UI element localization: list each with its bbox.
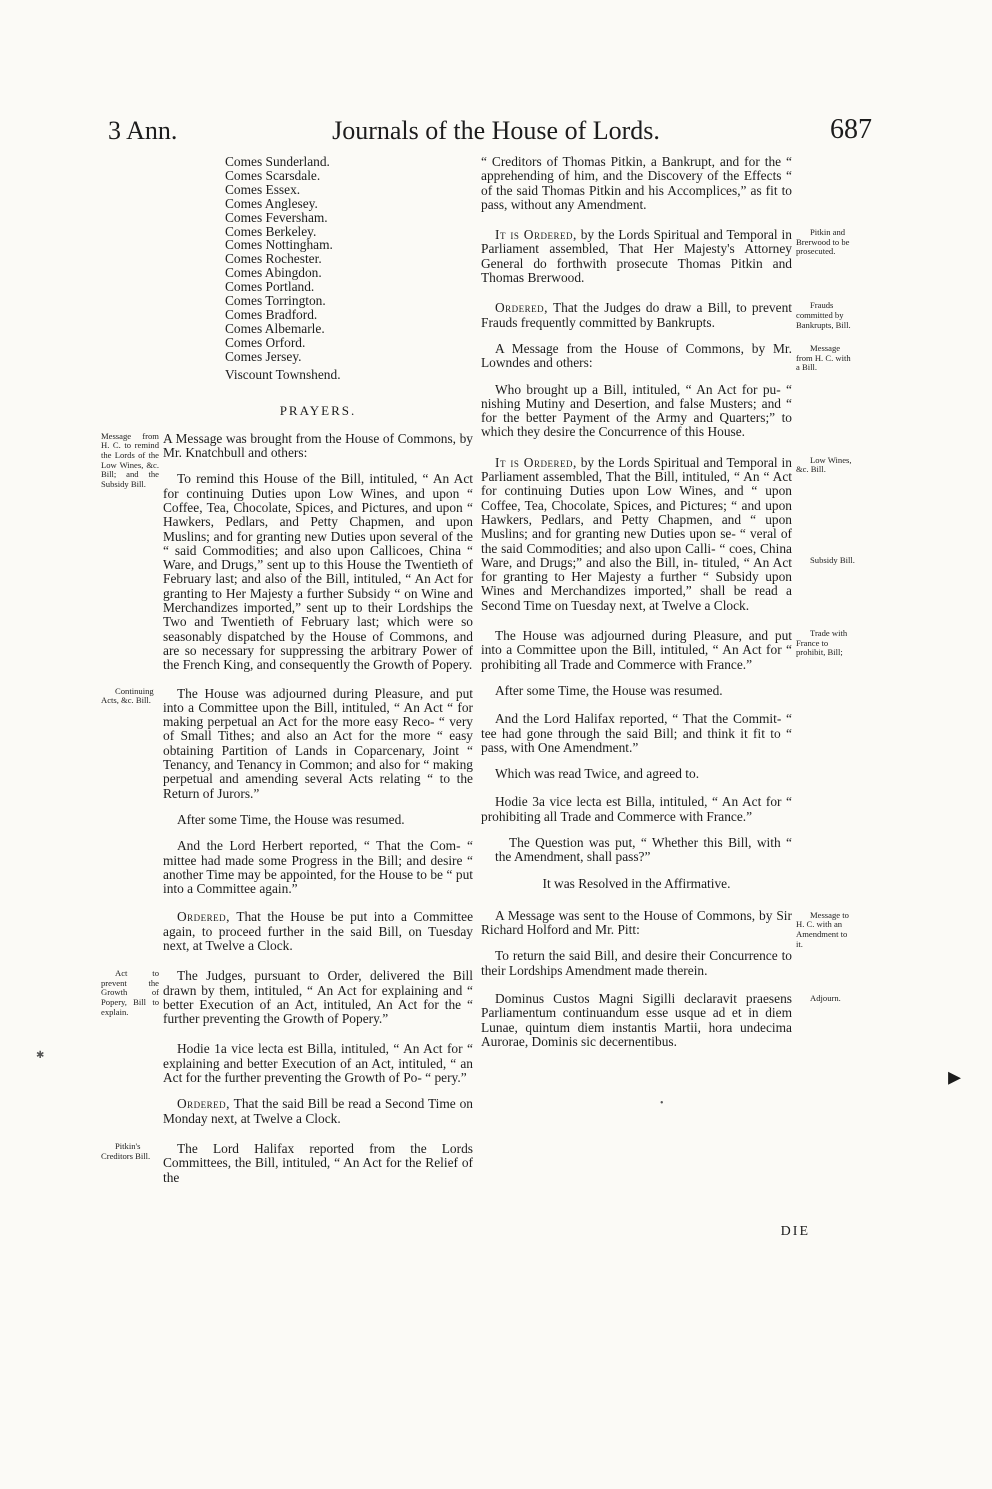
page-number: 687 — [830, 114, 872, 145]
session-label: 3 Ann. — [108, 116, 178, 145]
paragraph — [495, 836, 792, 865]
paragraph-text: A Message was brought from the House of Commons, by Mr. Knatchbull and others: — [163, 430, 473, 461]
paragraph-text: Dominus Custos Magni Sigilli declaravit praesens Parliamentum continuandum esse usque ad et in diem Lunae, quintum diem instantis Martii, hora undecima Aurorae, Dominis sic decernentibus. — [481, 991, 792, 1049]
peer-name: Comes Abingdon. — [225, 265, 322, 281]
paragraph — [481, 340, 851, 373]
paragraph-text: “ Creditors of Thomas Pitkin, a Bankrupt, and for the “ apprehending of him, and the Discovery of the Effects “ of the said Thomas Pitkin and his Accomplices,” as fit to pass, without any Amendment. — [481, 154, 792, 212]
peer-name: Comes Essex. — [225, 181, 301, 197]
paragraph — [481, 383, 792, 440]
paragraph-text: A Message from the House of Commons, by Mr. Lowndes and others: — [481, 340, 792, 371]
paragraph-text: That the said Bill be read a Second Time on Monday next, at Twelve a Clock. — [163, 1096, 473, 1126]
peer-name: Comes Sunderland. — [225, 154, 330, 169]
peer-name: Comes Rochester. — [225, 251, 322, 267]
paragraph — [163, 839, 473, 896]
margin-note: Subsidy Bill. — [810, 554, 855, 565]
paragraph — [163, 813, 473, 827]
catchword: DIE — [780, 1224, 810, 1239]
ordered-word: Ordered, — [177, 909, 231, 925]
peer-name: Comes Jersey. — [225, 348, 302, 364]
peer-name: Comes Torrington. — [225, 293, 326, 309]
print-speck: ✱ — [36, 1050, 45, 1061]
paragraph — [163, 472, 473, 672]
peer-name: Comes Scarsdale. — [225, 167, 321, 183]
paragraph-text: The House was adjourned during Pleasure, and put into a Committee upon the Bill, intituled, “ An Act “ for making perpetual an Act for the more easy Reco- “ very of Small Tithes; and also an Act for the more “ easy obtaining Partition of Lands in Coparcenary, Joint “ Tenancy, and Tenancy in Common; and also for “ making perpetual and amending several Acts relating “ to the Return of Jurors.” — [163, 685, 473, 801]
paragraph-text: A Message was sent to the House of Commons, by Sir Richard Holford and Mr. Pitt: — [481, 907, 792, 938]
paragraph — [481, 877, 792, 891]
paragraph — [481, 712, 792, 755]
peer-name: Comes Portland. — [225, 279, 315, 295]
paragraph — [481, 227, 850, 286]
margin-note: Trade with France to prohibit, Bill; — [796, 628, 848, 658]
right-column — [481, 154, 855, 1061]
paragraph — [481, 767, 792, 781]
margin-note: Message from H. C. with a Bill. — [796, 342, 851, 373]
paragraph — [481, 991, 841, 1049]
paragraph-text: by the Lords Spiritual and Temporal in Parliament assembled, That Her Majesty's Attorney General do forthwith prosecute Thomas Pitkin and Thomas Brerwood. — [481, 227, 792, 286]
journal-title: Journals of the House of Lords. — [332, 116, 660, 145]
paragraph-text: Who brought up a Bill, intituled, “ An Act for pu- “ nishing Mutiny and Desertion, and false Musters; and “ for the better Payment of the Army and Quarters;” to which they desire the Concurrence of this House. — [481, 381, 792, 440]
paragraph — [101, 1140, 473, 1185]
paragraph-text: After some Time, the House was resumed. — [495, 682, 723, 698]
paragraph — [101, 685, 473, 801]
margin-note: Continuing Acts, &c. Bill. — [101, 685, 154, 706]
paragraph — [101, 430, 473, 489]
peer-list — [225, 155, 473, 382]
peer-name: Comes Feversham. — [225, 209, 328, 225]
left-column — [101, 154, 474, 1197]
paragraph-text: Hodie 3a vice lecta est Billa, intituled, “ An Act for “ prohibiting all Trade and Commerce with France.” — [481, 794, 792, 824]
peer-name: Comes Albemarle. — [225, 320, 325, 336]
paragraph — [481, 907, 849, 949]
paragraph-text: To remind this House of the Bill, intituled, “ An Act for continuing Duties upon Low Wines, and upon “ Coffee, Tea, Chocolate, Spices, and Pictures, and upon “ Hawkers, Pedlars, and Petty Chapmen, and upon Muslins; and for granting new Duties upon several of the “ said Commodities; and also upon Callicoes, China “ Ware, and Drugs,” sent up to this House the Twentieth of February last; and also of the Bill, intituled, “ An Act for granting to Her Majesty a further Subsidy “ on Wine and Merchandizes imported,” sent up to their Lordships the Two and Twentieth of February last; which were so seasonably dispatched by the House of Commons, and are so necessary for suppressing the arbitrary Power of the French King, and consequently the Growth of Popery. — [163, 471, 473, 673]
paragraph — [481, 684, 792, 698]
paragraph — [481, 155, 792, 212]
margin-note: Act to prevent the Growth of Popery, Bill to explain. — [101, 968, 159, 1017]
margin-note: Low Wines, &c. Bill. — [796, 454, 852, 475]
margin-note: Message from H. C. to remind the Lords of the Low Wines, &c. Bill; and the Subsidy Bill. — [101, 430, 159, 489]
peer-name: Comes Anglesey. — [225, 195, 318, 211]
paragraph — [481, 949, 792, 978]
paragraph — [101, 968, 473, 1027]
paragraph — [481, 454, 855, 613]
paragraph-text: It was Resolved in the Affirmative. — [542, 875, 731, 891]
paragraph-text: Hodie 1a vice lecta est Billa, intituled, “ An Act for “ explaining and better Execution of an Act, intituled, “ an Act for the further preventing the Growth of Po- “ pery.” — [163, 1041, 473, 1086]
paragraph — [481, 795, 792, 824]
peer-name: Comes Orford. — [225, 334, 306, 350]
peer-name: Comes Bradford. — [225, 306, 318, 322]
paragraph — [163, 1097, 473, 1126]
paragraph-text: Which was read Twice, and agreed to. — [495, 766, 700, 782]
ordered-word: It is Ordered, — [495, 454, 577, 470]
paragraph-text: And the Lord Herbert reported, “ That the Com- “ mittee had made some Progress in the Bill; and desire “ another Time may be appointed, for the House to be “ put into a Committee again.” — [163, 838, 473, 897]
ordered-word: Ordered, — [495, 300, 549, 316]
paragraph-text: That the House be put into a Committee again, to proceed further in the said Bill, on Tuesday next, at Twelve a Clock. — [163, 909, 474, 953]
margin-note: Frauds committed by Bankrupts, Bill. — [796, 300, 851, 330]
paragraph-text: The Lord Halifax reported from the Lords Committees, the Bill, intituled, “ An Act for the Relief of the — [163, 1140, 473, 1185]
paragraph-text: The Judges, pursuant to Order, delivered the Bill drawn by them, intituled, “ An Act for explaining and “ better Execution of an Act, intituled, An Act for the “ further preventing the Growth of Popery.” — [163, 968, 473, 1027]
print-speck: • — [660, 1098, 664, 1109]
paragraph-text: After some Time, the House was resumed. — [177, 811, 405, 827]
margin-note: Pitkin's Creditors Bill. — [101, 1140, 151, 1161]
paragraph-text: The House was adjourned during Pleasure, and put into a Committee upon the Bill, intituled, “ An Act for “ prohibiting all Trade and Commerce with France.” — [481, 628, 792, 672]
peer-name: Comes Berkeley. — [225, 223, 317, 239]
paragraph-text: And the Lord Halifax reported, “ That the Commit- “ tee had gone through the said Bill; and think it fit to “ pass, with One Amendment.” — [481, 711, 792, 755]
margin-note: Adjourn. — [810, 993, 841, 1004]
paragraph — [163, 910, 473, 953]
paragraph — [163, 1042, 473, 1085]
prayers-heading: PRAYERS. — [279, 402, 357, 418]
margin-note: Message to H. C. with an Amendment to it. — [796, 909, 849, 949]
ordered-word: Ordered, — [177, 1096, 231, 1112]
paragraph-text: The Question was put, “ Whether this Bill, with “ the Amendment, shall pass?” — [495, 834, 792, 865]
paragraph-text: by the Lords Spiritual and Temporal in Parliament assembled, That the Bill, intituled, “ An “ Act for continuing Duties upon Low Wines, and “ upon Coffee, Tea, Chocolate, Spices, and Pictures; “ and upon Hawkers, Pedlars, and Petty Chapmen, and “ upon Muslins; and for granting new Duties upon se- “ veral of the said Commodities; and also upon Calli- “ coes, China Ware, and Drugs;” and also the Bill, in- tituled, “ An Act for granting to Her Majesty a further “ Subsidy upon Wines and Merchandizes imported,” shall be read a Second Time on Tuesday next, at Twelve a Clock. — [481, 454, 792, 613]
page-header — [0, 112, 992, 152]
paragraph — [481, 628, 848, 672]
paragraph — [481, 300, 851, 330]
ordered-word: It is Ordered, — [495, 227, 577, 243]
margin-note: Pitkin and Brerwood to be prosecuted. — [796, 227, 850, 257]
paragraph-text: That the Judges do draw a Bill, to prevent Frauds frequently committed by Bankrupts. — [481, 300, 792, 330]
peer-name: Comes Nottingham. — [225, 237, 333, 253]
peer-name-viscount: Viscount Townshend. — [225, 366, 341, 382]
paragraph-text: To return the said Bill, and desire their Concurrence to their Lordships Amendment made therein. — [481, 948, 792, 978]
print-mark: ▸ — [948, 1062, 962, 1091]
